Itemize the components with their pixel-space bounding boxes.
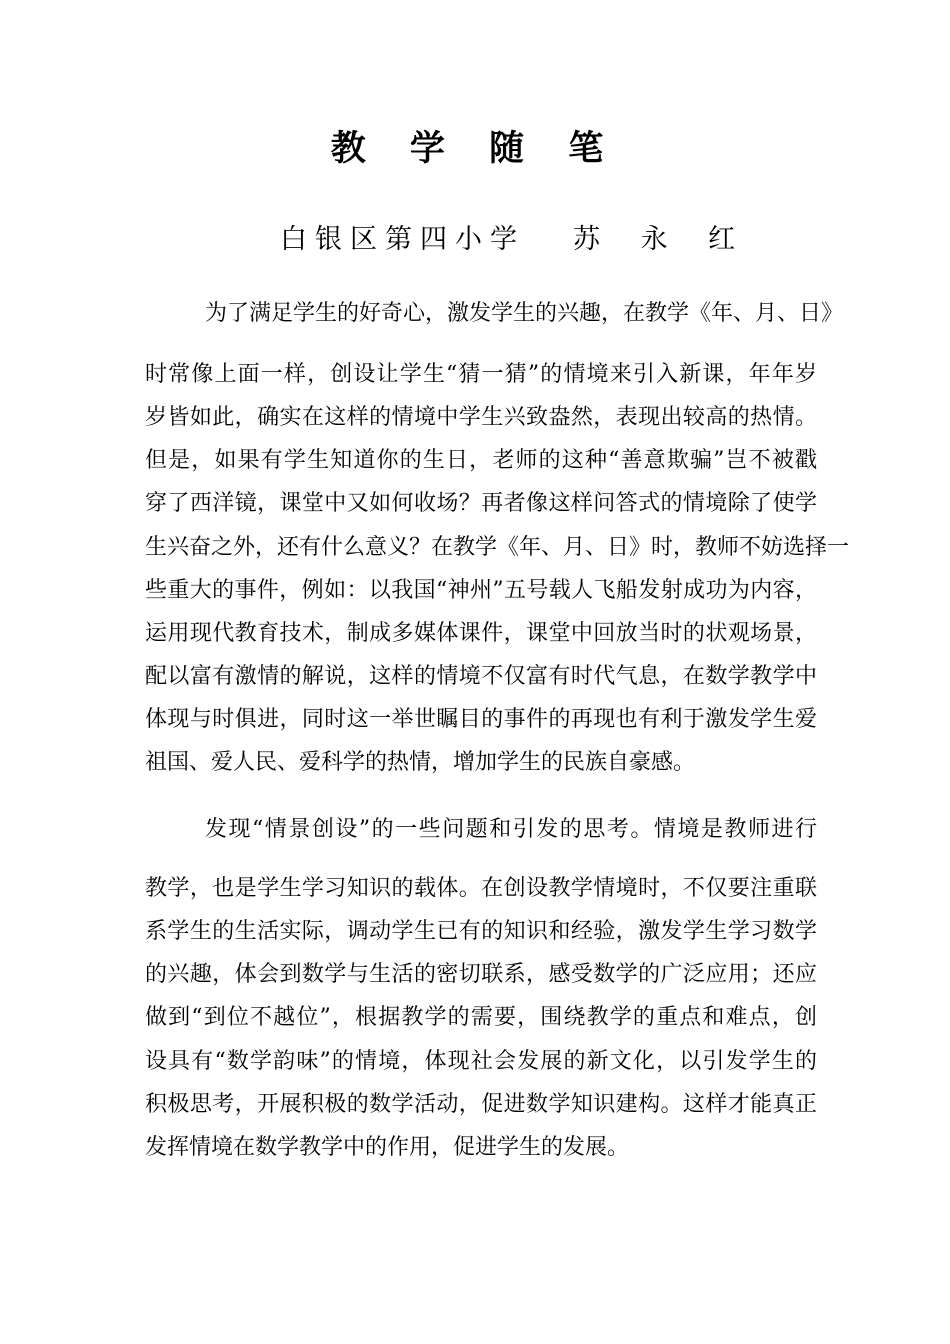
paragraph-line: 做到“到位不越位”，根据教学的需要，围绕教学的重点和难点，创 [145, 1005, 817, 1030]
paragraph-line: 但是，如果有学生知道你的生日，老师的这种“善意欺骗”岂不被戳 [145, 448, 817, 473]
document-title: 教 学 随 笔 [330, 129, 620, 169]
paragraph-line: 积极思考，开展积极的数学活动，促进数学知识建构。这样才能真正 [145, 1092, 817, 1117]
paragraph-line: 时常像上面一样，创设让学生“猜一猜”的情境来引入新课，年年岁 [145, 362, 817, 387]
paragraph-line: 岁皆如此，确实在这样的情境中学生兴致盎然，表现出较高的热情。 [145, 405, 817, 430]
paragraph-line: 系学生的生活实际，调动学生已有的知识和经验，激发学生学习数学 [145, 919, 817, 944]
paragraph-line: 些重大的事件，例如：以我国“神州”五号载人飞船发射成功为内容， [145, 578, 817, 603]
byline [280, 218, 751, 262]
paragraph-line: 体现与时俱进，同时这一举世瞩目的事件的再现也有利于激发学生爱 [145, 707, 817, 732]
paragraph-line: 教学，也是学生学习知识的载体。在创设教学情境时，不仅要注重联 [145, 876, 817, 901]
paragraph-line: 生兴奋之外，还有什么意义？在教学《年、月、日》时，教师不妨选择一 [145, 535, 850, 560]
paragraph-line: 祖国、爱人民、爱科学的热情，增加学生的民族自豪感。 [145, 750, 696, 775]
paragraph-line: 运用现代教育技术，制成多媒体课件，课堂中回放当时的状观场景， [145, 621, 817, 646]
paragraph-line: 穿了西洋镜，课堂中又如何收场？再者像这样问答式的情境除了使学 [145, 491, 817, 516]
author-name: 苏 永 红 [573, 224, 752, 255]
paragraph-line: 设具有“数学韵味”的情境，体现社会发展的新文化，以引发学生的 [145, 1049, 817, 1074]
paragraph-line: 为了满足学生的好奇心，激发学生的兴趣，在教学《年、月、日》 [205, 301, 844, 326]
paragraph-line: 发挥情境在数学教学中的作用，促进学生的发展。 [145, 1135, 630, 1160]
school-name: 白银区第四小学 [280, 224, 525, 255]
paragraph-line: 的兴趣，体会到数学与生活的密切联系，感受数学的广泛应用；还应 [145, 962, 817, 987]
paragraph-line: 发现“情景创设”的一些问题和引发的思考。情境是教师进行 [205, 817, 817, 842]
paragraph-line: 配以富有激情的解说，这样的情境不仅富有时代气息，在数学教学中 [145, 664, 817, 689]
